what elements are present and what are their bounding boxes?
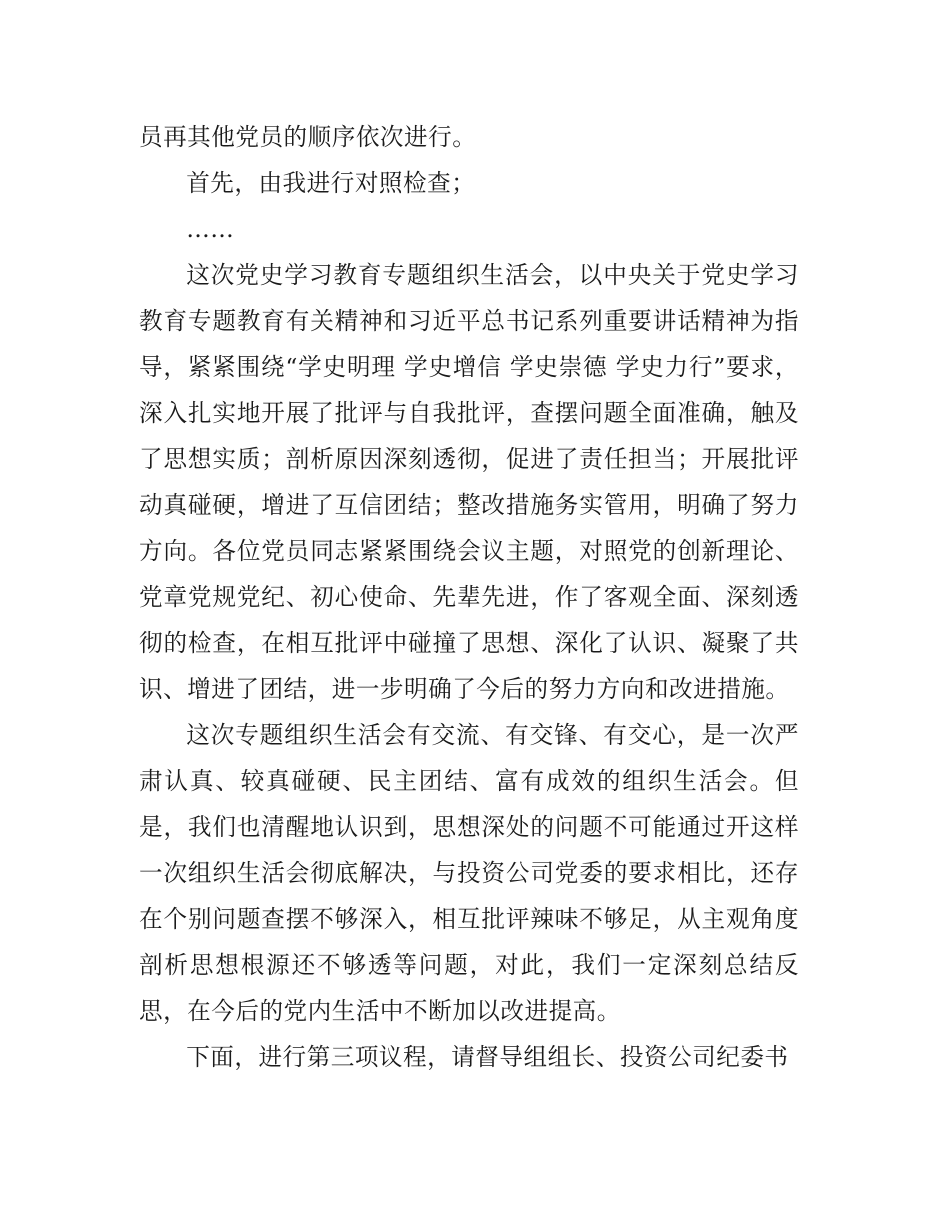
document-body — [139, 114, 799, 1080]
paragraph-ellipsis: …… — [186, 215, 235, 243]
paragraph-third-agenda: 下面，进行第三项议程，请督导组组长、投资公司纪委书 — [186, 1043, 789, 1071]
paragraph-meeting-evaluation: 这次专题组织生活会有交流、有交锋、有交心，是一次严肃认真、较真碰硬、民主团结、富有成效的组织生活会。但是，我们也清醒地认识到，思想深处的问题不可能通过开这样一次组织生活会彻底解决，与投资公司党委的要求相比，还存在个别问题查摆不够深入，相互批评辣味不够足，从主观角度剖析思想根源还不够透等问题，对此，我们一定深刻总结反思，在今后的党内生活中不断加以改进提高。 — [139, 721, 799, 1025]
paragraph-first-check: 首先，由我进行对照检查； — [186, 169, 476, 197]
paragraph-meeting-summary: 这次党史学习教育专题组织生活会，以中央关于党史学习教育专题教育有关精神和习近平总书记系列重要讲话精神为指导，紧紧围绕“学史明理 学史增信 学史崇德 学史力行”要求，深入扎实地开展了批评与自我批评，查摆问题全面准确，触及了思想实质；剖析原因深刻透彻，促进了责任担当；开展批评动真碰硬，增进了互信团结；整改措施务实管用，明确了努力方向。各位党员同志紧紧围绕会议主题，对照党的创新理论、党章党规党纪、初心使命、先辈先进，作了客观全面、深刻透彻的检查，在相互批评中碰撞了思想、深化了认识、凝聚了共识、增进了团结，进一步明确了今后的努力方向和改进措施。 — [139, 261, 799, 703]
paragraph-continuation: 员再其他党员的顺序依次进行。 — [139, 123, 477, 151]
